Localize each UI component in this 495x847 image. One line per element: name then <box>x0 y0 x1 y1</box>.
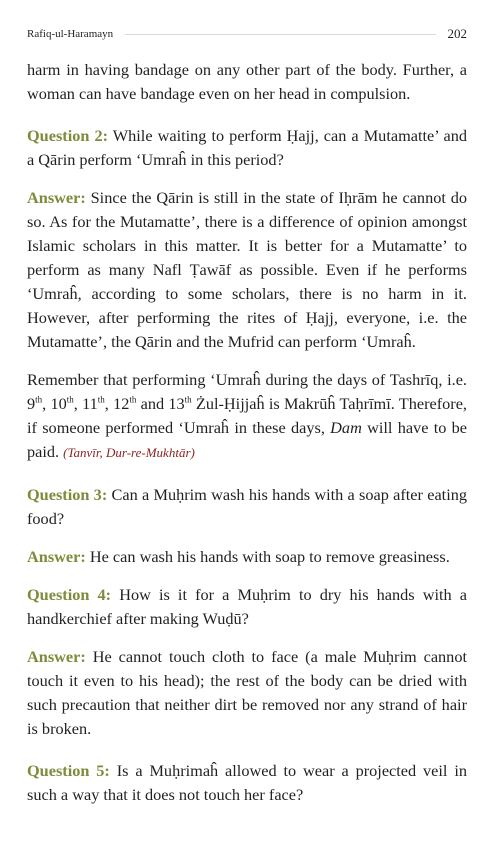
answer-text: He cannot touch cloth to face (a male Muḥrim cannot touch it even to his head); the rest of the body can be dried with such precaution that neither dirt be removed nor any strand of hair is broken. <box>27 647 467 738</box>
ordinal-suffix: th <box>184 394 192 405</box>
paragraph-text: harm in having bandage on any other part of the body. Further, a woman can have bandage even on her head in compulsion. <box>27 60 467 103</box>
question-4 <box>27 583 467 631</box>
question-label: Question 5: <box>27 761 110 780</box>
text-run: and 13 <box>136 394 185 413</box>
answer-text: Since the Qārin is still in the state of Iḥrām he cannot do so. As for the Mutamatte’, there is a difference of opinion amongst Islamic scholars in this matter. It is better for a Mutamatte’ to perform as many Nafl Ṭawāf as possible. Even if he performs ‘Umraĥ, according to some scholars, there is no harm in it. However, after performing the rites of Ḥajj, everyone, i.e. the Mutamatte’, the Qārin and the Mufrid can perform ‘Umraĥ. <box>27 188 467 351</box>
citation: (Tanvīr, Dur-re-Mukhtār) <box>63 445 195 460</box>
ordinal-suffix: th <box>97 394 105 405</box>
question-3 <box>27 483 467 531</box>
text-run: will have to be paid. <box>27 418 467 461</box>
continued-paragraph <box>27 58 467 106</box>
page-body <box>27 58 467 821</box>
answer-label: Answer: <box>27 547 86 566</box>
answer-4 <box>27 645 467 741</box>
question-text: While waiting to perform Ḥajj, can a Mutamatte’ and a Qārin perform ‘Umraĥ in this period? <box>27 126 467 169</box>
text-run: , 10 <box>42 394 67 413</box>
remember-paragraph <box>27 368 467 465</box>
text-run: , 11 <box>73 394 98 413</box>
question-label: Question 4: <box>27 585 112 604</box>
page-number: 202 <box>447 26 467 41</box>
question-2 <box>27 124 467 172</box>
question-5 <box>27 759 467 807</box>
running-header <box>27 24 467 44</box>
answer-label: Answer: <box>27 647 86 666</box>
ordinal-suffix: th <box>35 394 43 405</box>
question-text: How is it for a Muḥrim to dry his hands with a handkerchief after making Wuḍū? <box>27 585 467 628</box>
question-label: Question 2: <box>27 126 109 145</box>
italic-term: Dam <box>330 418 362 437</box>
answer-label: Answer: <box>27 188 86 207</box>
book-title: Rafiq-ul-Haramayn <box>27 28 114 40</box>
question-label: Question 3: <box>27 485 108 504</box>
ordinal-suffix: th <box>129 394 137 405</box>
text-run: Remember that performing ‘Umraĥ during the days of Tashrīq, i.e. 9 <box>27 370 467 413</box>
text-run: Żul-Ḥijjaĥ is Makrūĥ Taḥrīmī. Therefore, if someone performed ‘Umraĥ in these days, <box>27 394 467 437</box>
answer-3 <box>27 545 467 569</box>
header-rule <box>125 34 435 35</box>
ordinal-suffix: th <box>66 394 74 405</box>
question-text: Can a Muḥrim wash his hands with a soap after eating food? <box>27 485 467 528</box>
answer-text: He can wash his hands with soap to remove greasiness. <box>85 547 450 566</box>
text-run: , 12 <box>104 394 130 413</box>
question-text: Is a Muḥrimaĥ allowed to wear a projected veil in such a way that it does not touch her face? <box>27 761 467 804</box>
answer-2 <box>27 186 467 354</box>
